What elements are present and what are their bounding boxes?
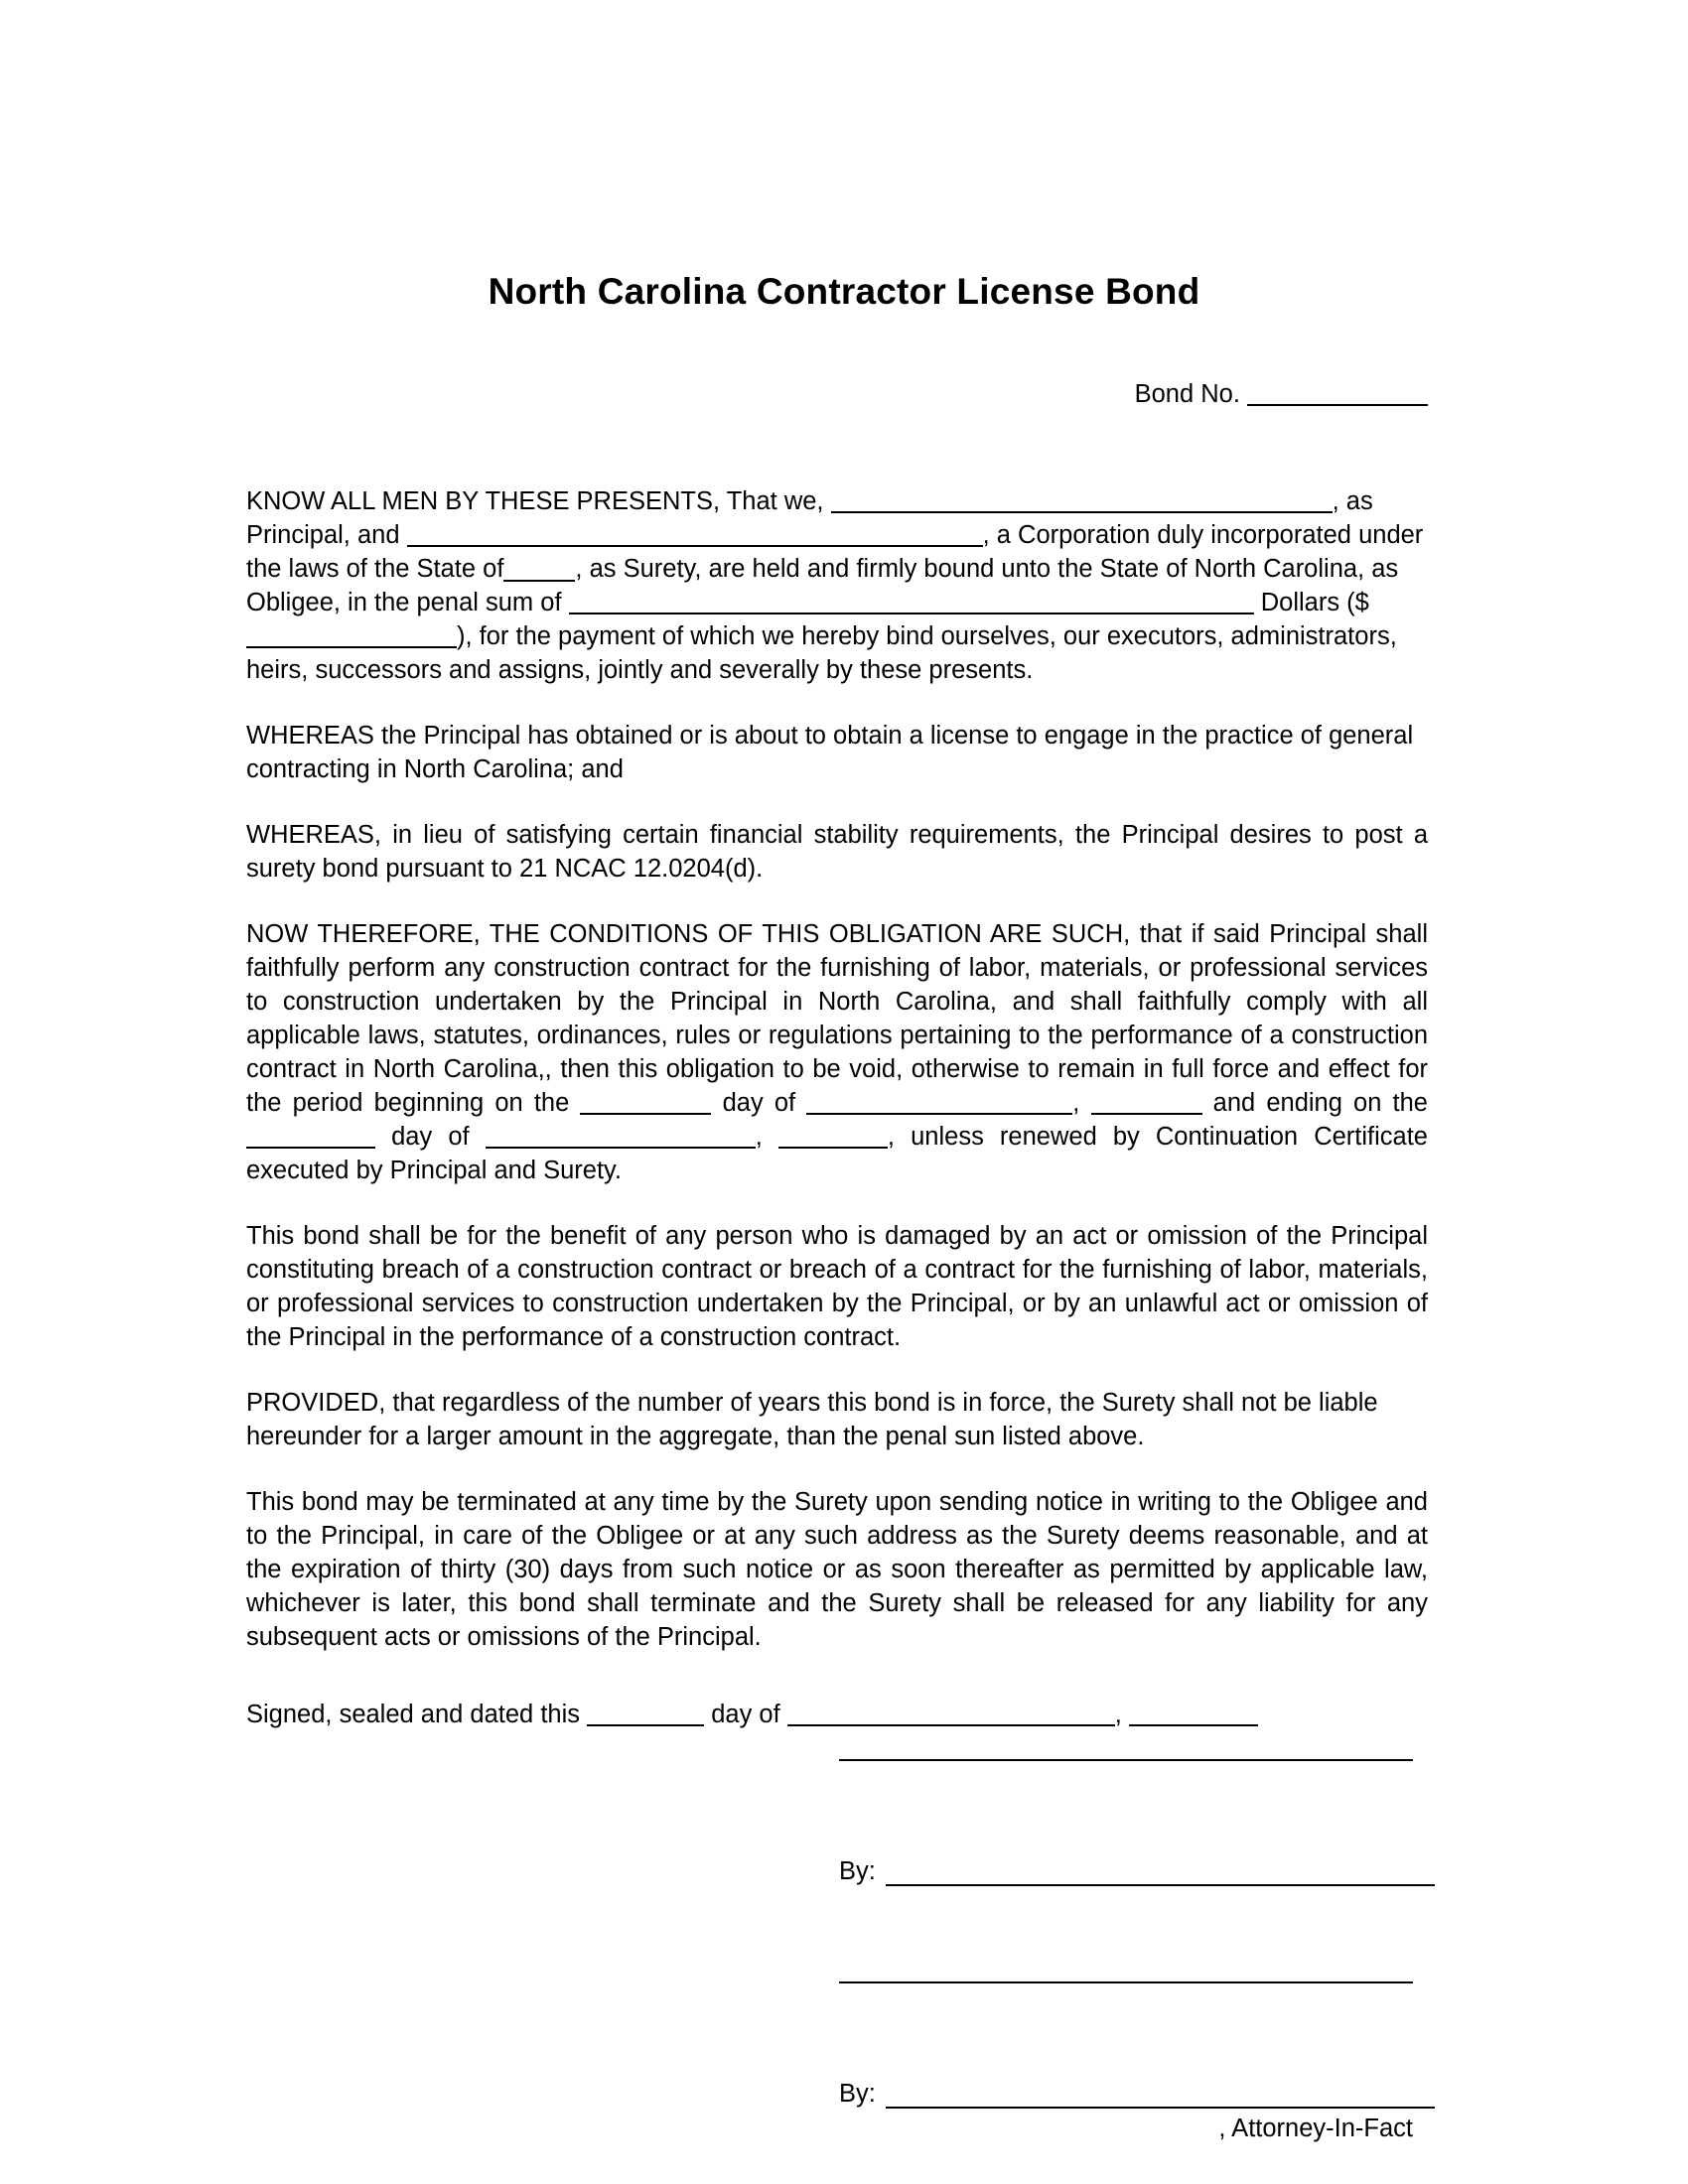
now-therefore-text-7: , unless renewed by Continuation Certificate executed by Principal and Surety. xyxy=(246,1123,1428,1184)
surety-by-spacer xyxy=(839,1983,1435,2079)
end-year-blank[interactable] xyxy=(778,1127,888,1149)
principal-name-blank[interactable] xyxy=(831,491,1333,513)
bond-number-blank[interactable] xyxy=(1247,384,1428,406)
presents-text-2: , as Principal, and xyxy=(246,487,1373,549)
paragraph-benefit: This bond shall be for the benefit of any person who is damaged by an act or omission of the Principal constituting breach of a construction contract or breach of a contract for the furnishing of labor, materials, or professional services to construction undertaken by the Principal, or by an unlawful act or omission of the Principal in the performance of a construction contract. xyxy=(246,1222,1428,1351)
signed-middle: day of xyxy=(711,1701,780,1728)
signature-block xyxy=(839,1678,1435,2143)
now-therefore-text-5: day of xyxy=(391,1123,470,1151)
state-of-incorporation-blank[interactable] xyxy=(503,560,575,582)
bond-number-label: Bond No. xyxy=(1134,380,1240,408)
presents-text-3: , a Corporation duly incorporated under the laws of the State of xyxy=(246,521,1424,583)
presents-text-5: Dollars ($ xyxy=(1260,589,1369,616)
presents-text-1: KNOW ALL MEN BY THESE PRESENTS, That we, xyxy=(246,487,824,515)
presents-text-4: , as Surety, are held and firmly bound unto the State of North Carolina, as Obligee, in the penal sum of xyxy=(246,555,1399,616)
now-therefore-text-1: NOW THEREFORE, THE CONDITIONS OF THIS OBLIGATION ARE SUCH, that if said Principal shall faithfully perform any construction contract for the furnishing of labor, materials, or professional services to construction undertaken by the Principal in North Carolina, and shall faithfully comply with all applicable laws, statutes, ordinances, rules or regulations pertaining to the performance of a construction contract in North Carolina,, then this obligation to be void, otherwise to remain in full force and effect for the period beginning on the xyxy=(246,920,1428,1117)
paragraph-whereas-financial: WHEREAS, in lieu of satisfying certain financial stability requirements, the Principal desires to post a surety bond pursuant to 21 NCAC 12.0204(d). xyxy=(246,821,1428,883)
principal-by-label: By: xyxy=(839,1857,876,1885)
surety-by-row xyxy=(839,2079,1435,2109)
begin-month-blank[interactable] xyxy=(806,1093,1072,1115)
signed-day-blank[interactable] xyxy=(587,1705,704,1726)
penal-sum-amount-blank[interactable] xyxy=(246,626,457,648)
paragraph-presents xyxy=(246,484,1428,687)
page-title: North Carolina Contractor License Bond xyxy=(488,270,1200,312)
paragraph-provided: PROVIDED, that regardless of the number of years this bond is in force, the Surety shall not be liable hereunder for a larger amount in the aggregate, than the penal sun listed above. xyxy=(246,1389,1378,1450)
begin-year-blank[interactable] xyxy=(1091,1093,1202,1115)
principal-signature-spacer xyxy=(839,1678,1435,1759)
surety-name-blank[interactable] xyxy=(407,525,983,547)
now-therefore-text-3: , xyxy=(1072,1089,1080,1117)
now-therefore-text-2: day of xyxy=(722,1089,796,1117)
paragraph-termination: This bond may be terminated at any time by the Surety upon sending notice in writing to the Obligee and to the Principal, in care of the Obligee or at any such address as the Surety deems reasonable, and at the expiration of thirty (30) days from such notice or as soon thereafter as permitted by applicable law, whichever is later, this bond shall terminate and the Surety shall be released for any liability for any subsequent acts or omissions of the Principal. xyxy=(246,1488,1428,1651)
end-day-blank[interactable] xyxy=(246,1127,375,1149)
now-therefore-text-4: and ending on the xyxy=(1212,1089,1428,1117)
penal-sum-words-blank[interactable] xyxy=(569,593,1254,614)
paragraph-whereas-license: WHEREAS the Principal has obtained or is about to obtain a license to engage in the practice of general contracting in North Carolina; and xyxy=(246,722,1414,783)
principal-by-row xyxy=(839,1856,1435,1886)
presents-text-6: ), for the payment of which we hereby bind ourselves, our executors, administrators, heirs, successors and assigns, jointly and severally by these presents. xyxy=(246,622,1397,684)
bond-number-row xyxy=(246,377,1428,411)
surety-by-label: By: xyxy=(839,2080,876,2108)
signed-comma: , xyxy=(1114,1701,1122,1728)
paragraph-now-therefore xyxy=(246,917,1428,1187)
surety-signature-blank[interactable] xyxy=(886,2083,1435,2109)
surety-signature-spacer xyxy=(839,1886,1435,1981)
document-body xyxy=(246,377,1428,1731)
now-therefore-text-6: , xyxy=(755,1123,763,1151)
signed-prefix: Signed, sealed and dated this xyxy=(246,1701,581,1728)
end-month-blank[interactable] xyxy=(486,1127,756,1149)
attorney-in-fact-label: , Attorney-In-Fact xyxy=(1218,2115,1413,2142)
principal-signature-blank[interactable] xyxy=(886,1860,1435,1886)
principal-by-spacer xyxy=(839,1761,1435,1856)
begin-day-blank[interactable] xyxy=(580,1093,711,1115)
